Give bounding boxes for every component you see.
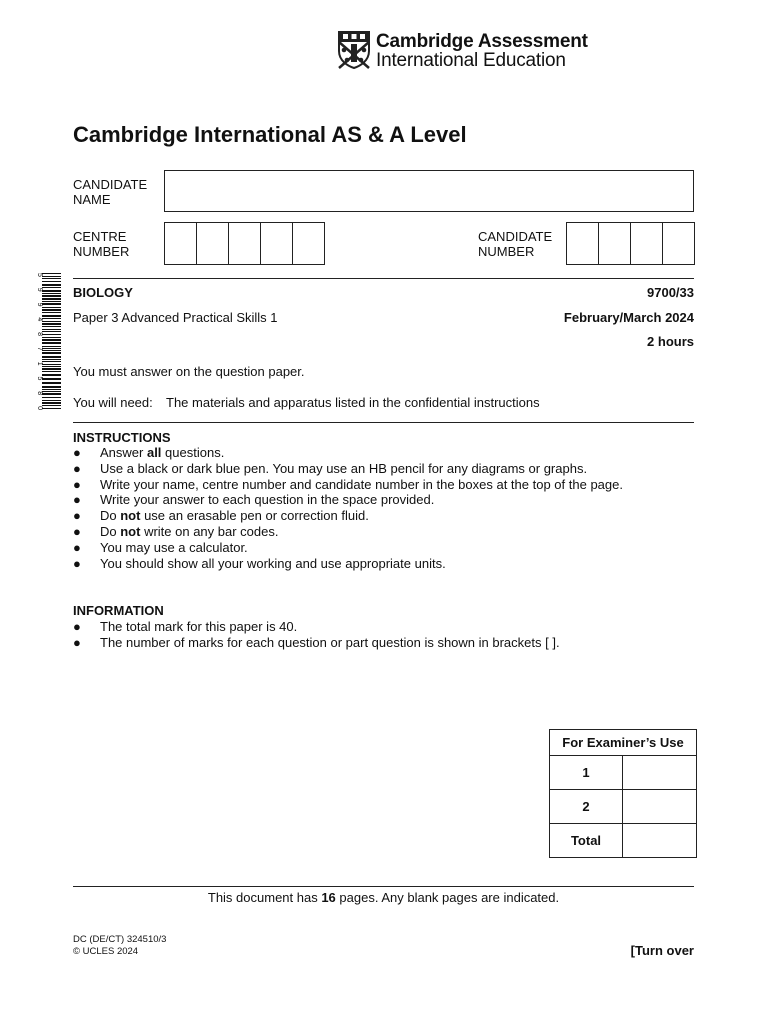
instruction-text-part: Write your name, centre number and candidate number in the boxes at the top of the page. <box>100 476 623 492</box>
barcode-bar <box>42 273 61 274</box>
instruction-item <box>73 524 713 540</box>
barcode-bar <box>42 307 61 308</box>
barcode-bar <box>42 361 61 362</box>
barcode-bar <box>42 315 61 317</box>
barcode-bar <box>42 303 61 305</box>
instruction-text-part: Answer <box>100 445 147 460</box>
bullet-icon: ● <box>73 445 81 460</box>
barcode-bar <box>42 331 61 332</box>
paper-code: 9700/33 <box>647 285 694 300</box>
information-heading: INFORMATION <box>73 603 164 618</box>
barcode-bar <box>42 329 61 330</box>
examiner-row-label: 2 <box>550 790 623 824</box>
information-text: The total mark for this paper is 40. <box>100 619 298 634</box>
barcode-bar <box>42 281 61 282</box>
barcode-bar <box>42 352 61 354</box>
you-will-need-value: The materials and apparatus listed in the confidential instructions <box>166 395 540 410</box>
barcode-bar <box>42 309 61 311</box>
barcode-bar <box>42 293 61 294</box>
divider <box>73 278 694 279</box>
barcode-bar <box>42 405 61 406</box>
barcode-bar <box>42 326 61 327</box>
instruction-text <box>100 540 248 556</box>
instruction-text-part: questions. <box>161 445 225 460</box>
instruction-text-part: You should show all your working and use appropriate units. <box>100 555 446 571</box>
barcode-bar <box>42 321 61 322</box>
barcode-bar <box>42 400 61 401</box>
barcode-bar <box>42 318 61 319</box>
instruction-emphasis: not <box>120 523 141 539</box>
instruction-item <box>73 540 713 556</box>
barcode-bar <box>42 287 61 288</box>
information-list <box>73 619 713 651</box>
instruction-text <box>100 556 446 572</box>
information-item <box>73 635 713 651</box>
instruction-text <box>100 508 369 524</box>
barcode-bar <box>42 366 61 367</box>
instruction-item <box>73 445 713 461</box>
page-count: 16 <box>321 890 336 905</box>
barcode-bar <box>42 339 61 341</box>
bullet-icon: ● <box>73 508 81 524</box>
barcode-bar <box>42 374 61 376</box>
instruction-item <box>73 477 713 493</box>
instruction-text-part: Do <box>100 523 121 539</box>
instruction-text-part: Use a black or dark blue pen. You may use an HB pencil for any diagrams or graphs. <box>100 460 588 476</box>
barcode-bar <box>42 278 61 279</box>
page-count-pre: This document has <box>207 890 322 905</box>
page-count-note <box>73 890 694 905</box>
examiner-mark-cell[interactable] <box>623 790 697 824</box>
instruction-text <box>100 461 587 477</box>
examiner-table-header: For Examiner’s Use <box>550 730 697 756</box>
divider <box>73 422 694 423</box>
barcode-number: 5994871580 <box>36 273 43 410</box>
barcode-bar <box>42 359 61 360</box>
bullet-icon: ● <box>73 539 81 555</box>
instruction-text <box>100 445 224 461</box>
candidate-number-label: CANDIDATE NUMBER <box>478 229 553 259</box>
barcode-bar <box>42 346 61 347</box>
bullet-icon: ● <box>73 634 81 650</box>
centre-number-digit[interactable] <box>261 223 293 264</box>
barcode-bar <box>42 348 61 349</box>
bullet-icon: ● <box>73 555 81 571</box>
barcode-bar <box>42 408 61 409</box>
candidate-name-label: CANDIDATE NAME <box>73 177 148 207</box>
you-will-need-label: You will need: <box>73 395 153 410</box>
instruction-text-part: use an erasable pen or correction fluid. <box>140 508 369 524</box>
barcode-bar <box>42 389 61 390</box>
barcode-bar <box>42 386 61 388</box>
information-item <box>73 619 713 635</box>
side-barcode <box>32 271 61 412</box>
barcode-bar <box>42 350 61 351</box>
barcode-bar <box>42 364 61 365</box>
instruction-text <box>100 492 434 508</box>
barcode-bar <box>42 371 61 372</box>
instruction-emphasis: all <box>146 445 162 460</box>
barcode-bar <box>42 295 61 297</box>
barcode-bar <box>42 356 61 358</box>
candidate-number-digit[interactable] <box>631 223 663 264</box>
instruction-text-part: Do <box>100 508 121 524</box>
barcode-bar <box>42 391 61 392</box>
barcode-bar <box>42 393 61 395</box>
must-answer-note: You must answer on the question paper. <box>73 364 305 379</box>
bullet-icon: ● <box>73 492 81 508</box>
instructions-list <box>73 445 713 571</box>
centre-number-label: CENTRE NUMBER <box>73 229 130 259</box>
centre-number-digit[interactable] <box>165 223 197 264</box>
barcode-bar <box>42 402 61 404</box>
subject: BIOLOGY <box>73 285 133 300</box>
brand-line-2: International Education <box>376 50 566 71</box>
bullet-icon: ● <box>73 476 81 492</box>
candidate-number-field[interactable] <box>566 222 695 265</box>
instruction-item <box>73 492 713 508</box>
exam-session: February/March 2024 <box>563 310 694 325</box>
instruction-emphasis: not <box>120 508 141 524</box>
candidate-number-digit[interactable] <box>599 223 631 264</box>
barcode-bar <box>42 334 61 335</box>
candidate-number-digit[interactable] <box>567 223 599 264</box>
barcode-bar <box>42 337 61 338</box>
centre-number-digit[interactable] <box>293 223 324 264</box>
centre-number-digit[interactable] <box>229 223 261 264</box>
examiner-mark-cell[interactable] <box>623 824 697 858</box>
centre-number-field[interactable] <box>164 222 325 265</box>
brand-line-1: Cambridge Assessment <box>376 31 588 52</box>
barcode-bar <box>42 298 61 300</box>
barcode-bar <box>42 397 61 398</box>
bullet-icon: ● <box>73 619 81 634</box>
page-title: Cambridge International AS & A Level <box>73 122 467 147</box>
information-text: The number of marks for each question or part question is shown in brackets [ ]. <box>100 634 560 650</box>
instruction-item <box>73 508 713 524</box>
barcode-bar <box>42 382 61 384</box>
barcode-bar <box>42 378 61 380</box>
barcode-icon <box>32 271 61 412</box>
barcode-bar <box>42 312 61 313</box>
paper-name: Paper 3 Advanced Practical Skills 1 <box>73 310 278 325</box>
bullet-icon: ● <box>73 523 81 539</box>
instructions-heading: INSTRUCTIONS <box>73 430 171 445</box>
examiner-row-label: Total <box>550 824 623 858</box>
candidate-number-digit[interactable] <box>663 223 694 264</box>
examiner-row-label: 1 <box>550 756 623 790</box>
instruction-item <box>73 556 713 572</box>
exam-duration: 2 hours <box>647 334 694 349</box>
barcode-bar <box>42 290 61 292</box>
instruction-text-part: write on any bar codes. <box>140 523 279 539</box>
instruction-text <box>100 524 278 540</box>
bullet-icon: ● <box>73 460 81 476</box>
barcode-bar <box>42 323 61 325</box>
divider <box>73 886 694 887</box>
barcode-bar <box>42 284 61 286</box>
instruction-text-part: Write your answer to each question in the space provided. <box>100 492 435 508</box>
candidate-name-field[interactable] <box>164 170 694 212</box>
copyright: © UCLES 2024 <box>73 946 139 957</box>
instruction-text <box>100 477 623 493</box>
examiner-use-table <box>549 729 697 858</box>
barcode-bar <box>42 301 61 302</box>
cambridge-logo <box>338 31 588 71</box>
barcode-bar <box>42 276 61 277</box>
page-count-post: pages. Any blank pages are indicated. <box>335 890 560 905</box>
cambridge-shield-icon <box>338 31 370 69</box>
document-code: DC (DE/CT) 324510/3 <box>73 934 167 945</box>
barcode-bar <box>42 368 61 370</box>
instruction-text-part: You may use a calculator. <box>100 539 248 555</box>
instruction-item <box>73 461 713 477</box>
centre-number-digit[interactable] <box>197 223 229 264</box>
examiner-mark-cell[interactable] <box>623 756 697 790</box>
turn-over: [Turn over <box>630 943 694 958</box>
barcode-bar <box>42 342 61 344</box>
